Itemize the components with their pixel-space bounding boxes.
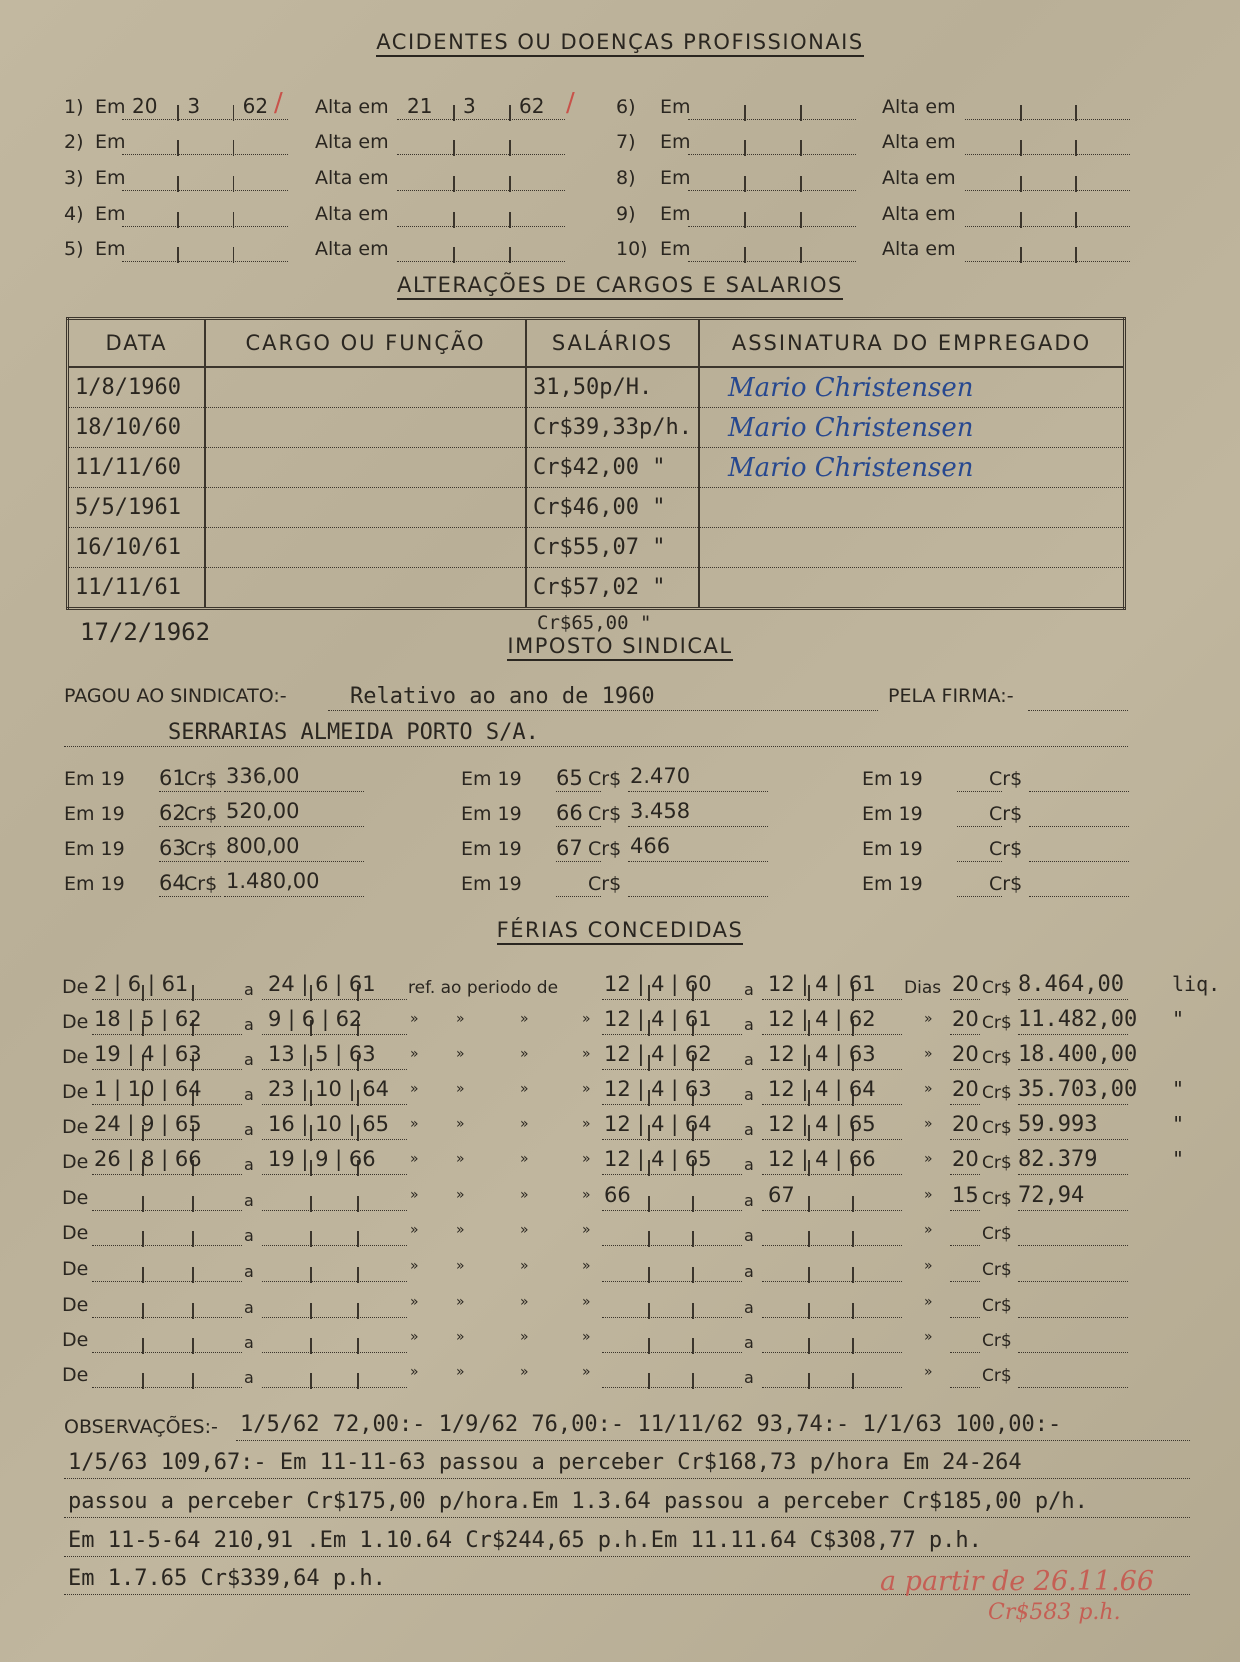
ferias-cr-label: Cr$: [982, 1296, 1012, 1316]
ditto-mark: »: [582, 1116, 591, 1132]
imposto-em-label: Em 19: [461, 803, 522, 825]
cargo-salario: Cr$55,07 ": [526, 528, 699, 568]
ditto-mark: »: [582, 1187, 591, 1203]
observacao-line: Em 11-5-64 210,91 .Em 1.10.64 Cr$244,65 p.h.Em 11.11.64 C$308,77 p.h.: [68, 1528, 982, 1553]
firma-value: SERRARIAS ALMEIDA PORTO S/A.: [168, 720, 539, 745]
ditto-mark: »: [582, 1258, 591, 1274]
ditto-mark: »: [456, 1046, 465, 1062]
pagou-label: PAGOU AO SINDICATO:-: [64, 685, 287, 707]
ferias-a-label: a: [744, 1226, 754, 1245]
alta-label: Alta em: [315, 203, 389, 225]
imposto-em-label: Em 19: [862, 803, 923, 825]
ditto-mark: »: [582, 1329, 591, 1345]
obs-hand-note-2: Cr$583 p.h.: [988, 1600, 1121, 1625]
cargo-funcao: [205, 408, 526, 448]
ferias-a-label: a: [244, 1298, 254, 1317]
ditto-mark: »: [410, 1258, 419, 1274]
ditto-mark: »: [924, 1187, 933, 1203]
ferias-cr-label: Cr$: [982, 1331, 1012, 1351]
ferias-de-date: 1 | 10 | 64: [94, 1077, 202, 1101]
em-label: Em: [660, 96, 691, 118]
ferias-de-date: 26 | 8 | 66: [94, 1147, 202, 1171]
imposto-valor: 3.458: [630, 799, 691, 823]
ferias-cr-label: Cr$: [982, 1260, 1012, 1280]
ferias-valor: 59.993: [1018, 1112, 1098, 1137]
ferias-a-label: a: [244, 1368, 254, 1387]
ditto-mark: »: [582, 1222, 591, 1238]
ferias-periodo-fim: 67: [768, 1183, 795, 1207]
cargos-row: [68, 408, 1125, 448]
imposto-ano: 65: [556, 766, 583, 790]
ferias-a-label: a: [744, 1333, 754, 1352]
ferias-ref-label: ref. ao periodo de: [408, 978, 559, 998]
ferias-cr-label: Cr$: [982, 1153, 1012, 1173]
ditto-mark: »: [456, 1151, 465, 1167]
imposto-em-label: Em 19: [461, 768, 522, 790]
imposto-cr-label: Cr$: [184, 803, 218, 825]
cargo-funcao: [205, 367, 526, 408]
cargo-salario: Cr$39,33p/h.: [526, 408, 699, 448]
check-mark: /: [274, 88, 283, 118]
acidente-number: 8): [616, 167, 636, 189]
ferias-a-label: a: [744, 1262, 754, 1281]
imposto-em-label: Em 19: [64, 768, 125, 790]
ditto-mark: »: [410, 1364, 419, 1380]
ditto-mark: »: [410, 1222, 419, 1238]
alta-label: Alta em: [882, 238, 956, 260]
cargo-assinatura: Mario Christensen: [699, 367, 1125, 408]
ferias-a-label: a: [244, 1015, 254, 1034]
ferias-dias: 20: [952, 1147, 979, 1171]
ditto-mark: »: [456, 1258, 465, 1274]
ditto-mark: »: [924, 1294, 933, 1310]
imposto-ano: 64: [159, 871, 186, 895]
em-label: Em: [660, 238, 691, 260]
ditto-mark: »: [924, 1329, 933, 1345]
col-header-salarios: SALÁRIOS: [526, 319, 699, 368]
cargo-date: 18/10/60: [68, 408, 206, 448]
ditto-mark: »: [924, 1011, 933, 1027]
ferias-a-label: a: [244, 980, 254, 999]
ditto-mark: »: [520, 1258, 529, 1274]
imposto-cr-label: Cr$: [588, 838, 622, 860]
alta-label: Alta em: [315, 167, 389, 189]
date-part: 3: [463, 94, 476, 118]
ferias-de-label: De: [62, 1187, 89, 1209]
observacao-line: 1/5/62 72,00:- 1/9/62 76,00:- 11/11/62 93,74:- 1/1/63 100,00:-: [240, 1412, 1062, 1437]
ditto-mark: »: [520, 1222, 529, 1238]
ditto-mark: »: [410, 1116, 419, 1132]
check-mark: /: [566, 88, 575, 118]
ferias-a-label: a: [244, 1120, 254, 1139]
observacao-line: passou a perceber Cr$175,00 p/hora.Em 1.3.64 passou a perceber Cr$185,00 p/h.: [68, 1489, 1088, 1514]
acidente-number: 10): [616, 238, 648, 260]
cargos-row: [68, 367, 1125, 408]
ferias-a-label: a: [744, 1015, 754, 1034]
imposto-ano: 67: [556, 836, 583, 860]
ferias-periodo-inicio: 12 | 4 | 60: [604, 972, 712, 996]
ditto-mark: »: [410, 1187, 419, 1203]
cargo-funcao: [205, 488, 526, 528]
ferias-de-label: De: [62, 1046, 89, 1068]
observacao-line: 1/5/63 109,67:- Em 11-11-63 passou a perceber Cr$168,73 p/hora Em 24-264: [68, 1450, 1022, 1475]
ferias-valor: 18.400,00: [1018, 1042, 1138, 1067]
ditto-mark: »: [520, 1329, 529, 1345]
ferias-de-label: De: [62, 976, 89, 998]
ferias-suffix: ": [1172, 1007, 1185, 1031]
ferias-cr-label: Cr$: [982, 1189, 1012, 1209]
ferias-cr-label: Cr$: [982, 1048, 1012, 1068]
imposto-cr-label: Cr$: [184, 873, 218, 895]
cargo-assinatura: [699, 488, 1125, 528]
acidente-number: 5): [64, 238, 84, 260]
cargos-row: [68, 488, 1125, 528]
ferias-a-label: a: [744, 1050, 754, 1069]
ditto-mark: »: [582, 1151, 591, 1167]
ferias-periodo-fim: 12 | 4 | 61: [768, 972, 876, 996]
cargo-date: 16/10/61: [68, 528, 206, 568]
firma-label: PELA FIRMA:-: [888, 685, 1014, 707]
cargo-date: 1/8/1960: [68, 367, 206, 408]
ferias-a-label: a: [244, 1333, 254, 1352]
ferias-dias: 20: [952, 1042, 979, 1066]
imposto-ano: 66: [556, 801, 583, 825]
acidente-number: 2): [64, 131, 84, 153]
obs-hand-note-1: a partir de 26.11.66: [880, 1566, 1155, 1597]
imposto-cr-label: Cr$: [989, 768, 1023, 790]
ferias-a-label: a: [244, 1226, 254, 1245]
ferias-a-date: 19 | 9 | 66: [268, 1147, 376, 1171]
ferias-periodo-fim: 12 | 4 | 65: [768, 1112, 876, 1136]
ferias-de-label: De: [62, 1258, 89, 1280]
ferias-dias-label: Dias: [904, 978, 942, 998]
acidente-number: 1): [64, 96, 84, 118]
ditto-mark: »: [582, 1364, 591, 1380]
acidentes-heading: ACIDENTES OU DOENÇAS PROFISSIONAIS: [0, 30, 1240, 54]
acidente-number: 3): [64, 167, 84, 189]
ditto-mark: »: [924, 1081, 933, 1097]
ferias-suffix: ": [1172, 1112, 1185, 1136]
ferias-cr-label: Cr$: [982, 1224, 1012, 1244]
ferias-de-label: De: [62, 1151, 89, 1173]
imposto-valor: 800,00: [226, 834, 300, 858]
imposto-valor: 336,00: [226, 764, 300, 788]
ditto-mark: »: [410, 1046, 419, 1062]
observacao-line: Em 1.7.65 Cr$339,64 p.h.: [68, 1566, 386, 1591]
ditto-mark: »: [410, 1294, 419, 1310]
col-header-data: DATA: [68, 319, 206, 368]
ferias-cr-label: Cr$: [982, 1118, 1012, 1138]
ferias-de-label: De: [62, 1081, 89, 1103]
imposto-em-label: Em 19: [862, 838, 923, 860]
alta-label: Alta em: [315, 131, 389, 153]
ferias-cr-label: Cr$: [982, 1083, 1012, 1103]
ferias-a-date: 24 | 6 | 61: [268, 972, 376, 996]
ferias-cr-label: Cr$: [982, 1013, 1012, 1033]
ferias-suffix: ": [1172, 1077, 1185, 1101]
alta-label: Alta em: [882, 96, 956, 118]
ditto-mark: »: [456, 1116, 465, 1132]
imposto-em-label: Em 19: [862, 873, 923, 895]
cargo-assinatura: [699, 528, 1125, 568]
alta-label: Alta em: [315, 96, 389, 118]
ditto-mark: »: [924, 1258, 933, 1274]
ditto-mark: »: [410, 1081, 419, 1097]
ferias-dias: 20: [952, 1077, 979, 1101]
ditto-mark: »: [520, 1046, 529, 1062]
cargos-row: [68, 448, 1125, 488]
imposto-valor: 520,00: [226, 799, 300, 823]
date-part: 62: [519, 94, 545, 118]
ferias-valor: 35.703,00: [1018, 1077, 1138, 1102]
ferias-valor: 11.482,00: [1018, 1007, 1138, 1032]
ferias-periodo-fim: 12 | 4 | 62: [768, 1007, 876, 1031]
imposto-valor: 1.480,00: [226, 869, 320, 893]
cargo-funcao: [205, 528, 526, 568]
ditto-mark: »: [520, 1116, 529, 1132]
imposto-cr-label: Cr$: [184, 838, 218, 860]
ferias-a-label: a: [744, 1120, 754, 1139]
cargo-salario: Cr$46,00 ": [526, 488, 699, 528]
ferias-a-label: a: [744, 1298, 754, 1317]
ditto-mark: »: [456, 1081, 465, 1097]
alta-label: Alta em: [882, 203, 956, 225]
col-header-cargo: CARGO OU FUNÇÃO: [205, 319, 526, 368]
imposto-em-label: Em 19: [64, 803, 125, 825]
ditto-mark: »: [582, 1081, 591, 1097]
imposto-ano: 62: [159, 801, 186, 825]
ditto-mark: »: [456, 1222, 465, 1238]
em-label: Em: [660, 167, 691, 189]
imposto-em-label: Em 19: [461, 838, 522, 860]
ferias-periodo-inicio: 12 | 4 | 62: [604, 1042, 712, 1066]
ferias-de-label: De: [62, 1364, 89, 1386]
ferias-de-date: 18 | 5 | 62: [94, 1007, 202, 1031]
ditto-mark: »: [456, 1011, 465, 1027]
date-part: 62: [242, 94, 269, 118]
ferias-a-date: 9 | 6 | 62: [268, 1007, 363, 1031]
ferias-periodo-inicio: 12 | 4 | 61: [604, 1007, 712, 1031]
ditto-mark: »: [456, 1329, 465, 1345]
ferias-cr-label: Cr$: [982, 978, 1012, 998]
ferias-valor: 72,94: [1018, 1183, 1085, 1208]
imposto-cr-label: Cr$: [588, 768, 622, 790]
ditto-mark: »: [520, 1151, 529, 1167]
ditto-mark: »: [410, 1011, 419, 1027]
ferias-heading: FÉRIAS CONCEDIDAS: [0, 918, 1240, 942]
cargo-funcao: [205, 568, 526, 609]
ferias-a-date: 16 | 10 | 65: [268, 1112, 390, 1136]
cargos-table: [66, 317, 1126, 610]
ferias-periodo-inicio: 12 | 4 | 64: [604, 1112, 712, 1136]
acidente-number: 9): [616, 203, 636, 225]
cargos-heading: ALTERAÇÕES DE CARGOS E SALARIOS: [0, 273, 1240, 297]
cargo-salario: Cr$42,00 ": [526, 448, 699, 488]
imposto-cr-label: Cr$: [588, 873, 622, 895]
ditto-mark: »: [520, 1294, 529, 1310]
ferias-periodo-inicio: 66: [604, 1183, 631, 1207]
ferias-a-label: a: [744, 1085, 754, 1104]
ditto-mark: »: [520, 1011, 529, 1027]
ferias-de-date: 19 | 4 | 63: [94, 1042, 202, 1066]
ferias-dias: 20: [952, 1112, 979, 1136]
imposto-cr-label: Cr$: [989, 803, 1023, 825]
acidente-number: 4): [64, 203, 84, 225]
imposto-em-label: Em 19: [862, 768, 923, 790]
acidente-number: 7): [616, 131, 636, 153]
ferias-a-date: 13 | 5 | 63: [268, 1042, 376, 1066]
ferias-a-label: a: [244, 1050, 254, 1069]
ditto-mark: »: [582, 1294, 591, 1310]
ferias-dias: 20: [952, 972, 979, 996]
cargos-extra-salario: Cr$65,00 ": [537, 612, 652, 634]
imposto-heading: IMPOSTO SINDICAL: [0, 634, 1240, 658]
ferias-suffix: ": [1172, 1147, 1185, 1171]
ferias-periodo-inicio: 12 | 4 | 65: [604, 1147, 712, 1171]
ferias-a-label: a: [744, 980, 754, 999]
ditto-mark: »: [410, 1151, 419, 1167]
imposto-ano: 61: [159, 766, 186, 790]
ferias-de-label: De: [62, 1294, 89, 1316]
cargo-assinatura: [699, 568, 1125, 609]
em-label: Em: [660, 203, 691, 225]
alta-label: Alta em: [882, 131, 956, 153]
ditto-mark: »: [410, 1329, 419, 1345]
ferias-periodo-fim: 12 | 4 | 64: [768, 1077, 876, 1101]
ferias-periodo-fim: 12 | 4 | 63: [768, 1042, 876, 1066]
ferias-suffix: liq.: [1172, 972, 1221, 996]
ferias-de-label: De: [62, 1329, 89, 1351]
em-label: Em: [95, 167, 126, 189]
em-label: Em: [95, 203, 126, 225]
imposto-valor: 466: [630, 834, 671, 858]
cargo-date: 5/5/1961: [68, 488, 206, 528]
ferias-a-date: 23 | 10 | 64: [268, 1077, 390, 1101]
em-label: Em: [95, 96, 126, 118]
ditto-mark: »: [924, 1116, 933, 1132]
imposto-valor: 2.470: [630, 764, 691, 788]
imposto-cr-label: Cr$: [184, 768, 218, 790]
alta-label: Alta em: [882, 167, 956, 189]
imposto-em-label: Em 19: [461, 873, 522, 895]
ditto-mark: »: [582, 1011, 591, 1027]
acidente-number: 6): [616, 96, 636, 118]
ferias-periodo-inicio: 12 | 4 | 63: [604, 1077, 712, 1101]
ditto-mark: »: [924, 1222, 933, 1238]
alta-label: Alta em: [315, 238, 389, 260]
ditto-mark: »: [924, 1046, 933, 1062]
ditto-mark: »: [520, 1187, 529, 1203]
ferias-a-label: a: [244, 1085, 254, 1104]
cargos-row: [68, 528, 1125, 568]
ferias-de-date: 24 | 9 | 65: [94, 1112, 202, 1136]
pagou-value: Relativo ao ano de 1960: [350, 684, 655, 709]
cargo-assinatura: Mario Christensen: [699, 408, 1125, 448]
ferias-dias: 20: [952, 1007, 979, 1031]
imposto-cr-label: Cr$: [989, 838, 1023, 860]
cargo-date: 11/11/61: [68, 568, 206, 609]
ferias-de-date: 2 | 6 | 61: [94, 972, 189, 996]
cargo-assinatura: Mario Christensen: [699, 448, 1125, 488]
ferias-cr-label: Cr$: [982, 1366, 1012, 1386]
em-label: Em: [660, 131, 691, 153]
cargo-salario: Cr$57,02 ": [526, 568, 699, 609]
ditto-mark: »: [456, 1364, 465, 1380]
col-header-assinatura: ASSINATURA DO EMPREGADO: [699, 319, 1125, 368]
ferias-de-label: De: [62, 1116, 89, 1138]
cargo-date: 11/11/60: [68, 448, 206, 488]
ferias-a-label: a: [244, 1155, 254, 1174]
ferias-dias: 15: [952, 1183, 979, 1207]
ditto-mark: »: [456, 1187, 465, 1203]
em-label: Em: [95, 238, 126, 260]
ferias-a-label: a: [244, 1191, 254, 1210]
ferias-de-label: De: [62, 1222, 89, 1244]
ferias-valor: 82.379: [1018, 1147, 1098, 1172]
imposto-cr-label: Cr$: [989, 873, 1023, 895]
ferias-a-label: a: [244, 1262, 254, 1281]
date-part: 20: [132, 94, 158, 118]
ferias-valor: 8.464,00: [1018, 972, 1124, 997]
ferias-de-label: De: [62, 1011, 89, 1033]
imposto-em-label: Em 19: [64, 838, 125, 860]
imposto-em-label: Em 19: [64, 873, 125, 895]
ferias-periodo-fim: 12 | 4 | 66: [768, 1147, 876, 1171]
date-part: 3: [187, 94, 201, 118]
cargos-row: [68, 568, 1125, 609]
cargo-funcao: [205, 448, 526, 488]
ditto-mark: »: [924, 1364, 933, 1380]
date-part: 21: [407, 94, 433, 118]
ditto-mark: »: [520, 1364, 529, 1380]
cargo-salario: 31,50p/H.: [526, 367, 699, 408]
cargos-extra-data: 17/2/1962: [80, 618, 211, 646]
ditto-mark: »: [520, 1081, 529, 1097]
imposto-ano: 63: [159, 836, 186, 860]
ferias-a-label: a: [744, 1191, 754, 1210]
ferias-a-label: a: [744, 1368, 754, 1387]
observacoes-label: OBSERVAÇÕES:-: [64, 1416, 218, 1438]
ditto-mark: »: [582, 1046, 591, 1062]
em-label: Em: [95, 131, 126, 153]
ditto-mark: »: [924, 1151, 933, 1167]
ditto-mark: »: [456, 1294, 465, 1310]
imposto-cr-label: Cr$: [588, 803, 622, 825]
ferias-a-label: a: [744, 1155, 754, 1174]
